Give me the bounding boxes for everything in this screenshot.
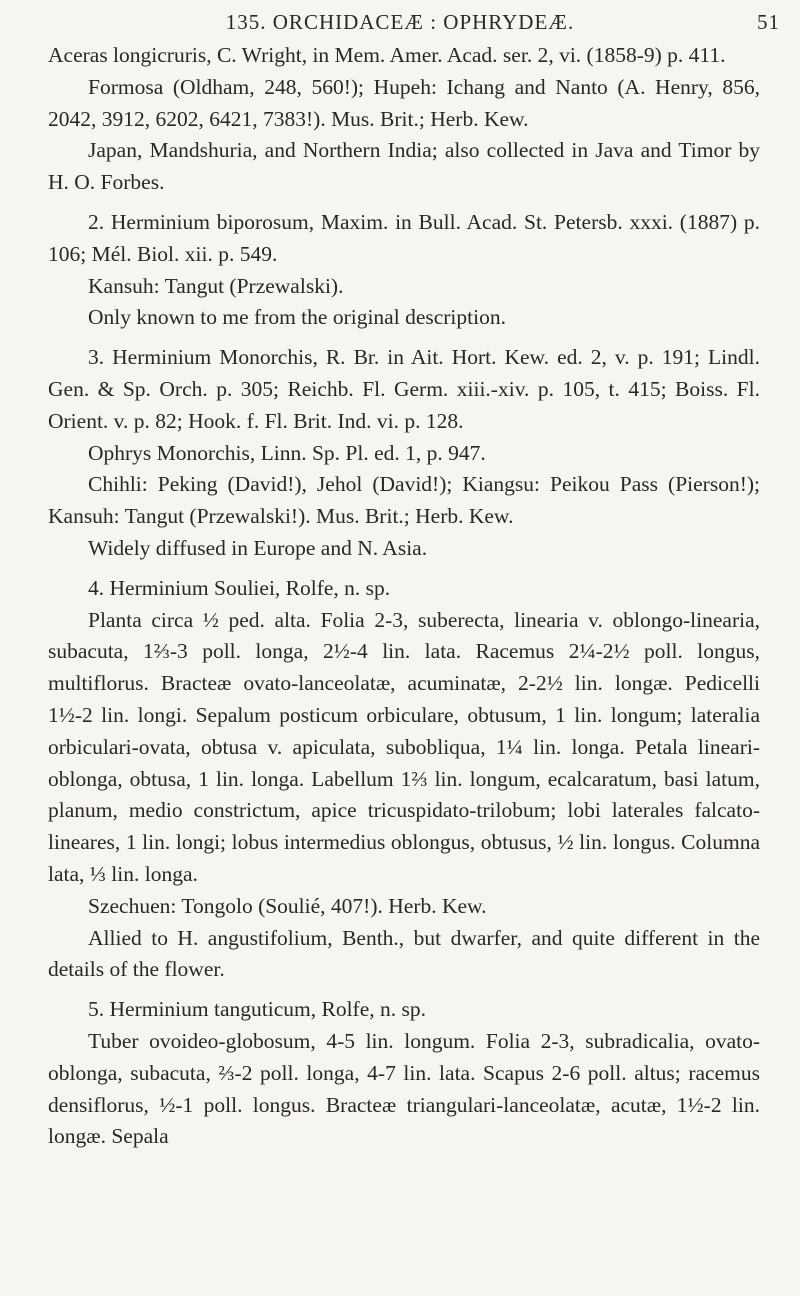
species-heading-biporosum: 2. Herminium biporosum, Maxim. in Bull. Acad. St. Petersb. xxxi. (1887) p. 106; Mél. Biol. xii. p. 549. (48, 209, 760, 266)
distribution-note: Japan, Mandshuria, and Northern India; also collected in Java and Timor by H. O. Forbes. (48, 138, 760, 195)
synonym-aceras: Aceras longicruris, C. Wright, in Mem. Amer. Acad. ser. 2, vi. (1858-9) p. 411. (48, 43, 726, 67)
locality-chihli: Chihli: Peking (David!), Jehol (David!); Kiangsu: Peikou Pass (Pierson!); Kansuh: Tangut (Przewalski!). Mus. Brit.; Herb. Kew. (48, 472, 760, 529)
species-heading-tanguticum: 5. Herminium tanguticum, Rolfe, n. sp. (88, 997, 426, 1022)
page-body (48, 40, 760, 1153)
page-title: 135. ORCHIDACEÆ : OPHRYDEÆ. (225, 10, 575, 34)
note-allied: Allied to H. angustifolium, Benth., but dwarfer, and quite different in the details of the flower. (48, 925, 760, 982)
synonym-ophrys: Ophrys Monorchis, Linn. Sp. Pl. ed. 1, p. 947. (88, 440, 486, 465)
locality-kansuh: Kansuh: Tangut (Przewalski). (88, 273, 344, 298)
page-number: 51 (757, 10, 780, 34)
species-heading-monorchis: 3. Herminium Monorchis, R. Br. in Ait. Hort. Kew. ed. 2, v. p. 191; Lindl. Gen. & Sp. Orch. p. 305; Reichb. Fl. Germ. xiii.-xiv. p. 105, t. 415; Boiss. Fl. Orient. v. p. 82; Hook. f. Fl. Brit. Ind. vi. p. 128. (48, 345, 760, 433)
description-tanguticum: Tuber ovoideo-globosum, 4-5 lin. longum. Folia 2-3, subradicalia, ovato-oblonga, subacuta, ⅔-2 poll. longa, 4-7 lin. lata. Scapus 2-6 poll. altus; racemus densiflorus, ½-1 poll. longus. Bracteæ triangulari-lanceolatæ, acutæ, 1½-2 lin. longæ. Sepala (48, 1028, 760, 1149)
note-original-description: Only known to me from the original description. (88, 305, 506, 330)
description-souliei: Planta circa ½ ped. alta. Folia 2-3, suberecta, linearia v. oblongo-linearia, subacuta, 1⅔-3 poll. longa, 2½-4 lin. lata. Racemus 2¼-2½ poll. longus, multiflorus. Bracteæ ovato-lanceolatæ, acuminatæ, 2-2½ lin. longæ. Pedicelli 1½-2 lin. longi. Sepalum posticum orbiculare, obtusum, 1 lin. longum; lateralia orbiculari-ovata, obtusa v. apiculata, subobliqua, 1¼ lin. longa. Petala lineari-oblonga, obtusa, 1 lin. longa. Labellum 1⅔ lin. longum, ecalcaratum, basi latum, planum, medio constrictum, apice tricuspidato-trilobum; lobi laterales falcato-lineares, 1 lin. longi; lobus intermedius oblongus, obtusus, ½ lin. longus. Columna lata, ⅓ lin. longa. (48, 607, 760, 886)
locality-formosa-hupeh: Formosa (Oldham, 248, 560!); Hupeh: Ichang and Nanto (A. Henry, 856, 2042, 3912, 6202, 6421, 7383!). Mus. Brit.; Herb. Kew. (48, 74, 760, 131)
species-heading-souliei: 4. Herminium Souliei, Rolfe, n. sp. (88, 575, 391, 600)
locality-szechuen: Szechuen: Tongolo (Soulié, 407!). Herb. Kew. (88, 893, 487, 918)
distribution-europe: Widely diffused in Europe and N. Asia. (88, 535, 428, 560)
